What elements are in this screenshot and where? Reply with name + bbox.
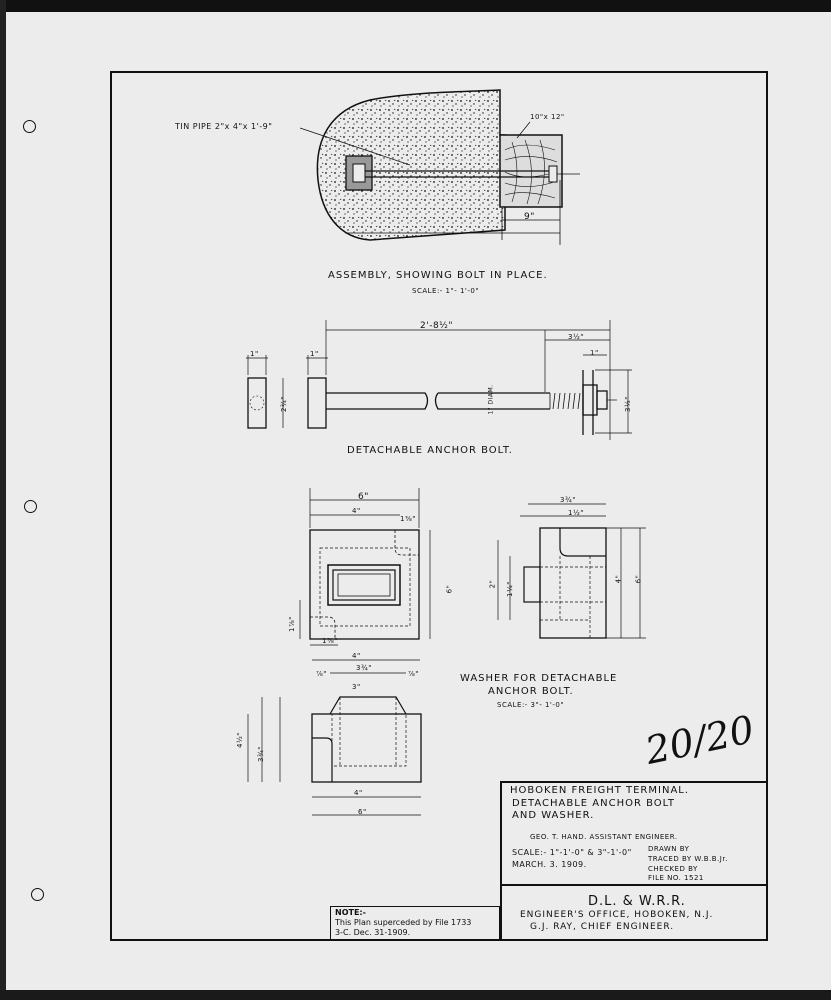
drawing-date: MARCH. 3. 1909. <box>512 860 587 869</box>
bolt-diameter: 1" DIAM. <box>487 384 495 415</box>
bolt-head-dim: 1" <box>310 350 319 358</box>
railroad-name: D.L. & W.R.R. <box>588 894 686 909</box>
washer-elev-right-dim: ⅞" <box>408 670 420 678</box>
washer-side-quarter-dim: 1¼" <box>505 581 514 597</box>
bolt-washer-dim: 1" <box>250 350 259 358</box>
washer-side-dim: 6" <box>445 584 454 594</box>
engineer-office: ENGINEER'S OFFICE, HOBOKEN, N.J. <box>520 910 714 920</box>
traced-by: TRACED BY W.B.B.Jr. <box>648 855 728 863</box>
drawn-by: DRAWN BY <box>648 845 690 853</box>
subject-line2: AND WASHER. <box>512 810 595 821</box>
note-heading: NOTE:- <box>335 908 366 917</box>
washer-width-dim: 6" <box>358 492 369 502</box>
bolt-height-dim: 2¾" <box>279 396 288 412</box>
washer-offset-dim: 1⅜" <box>400 515 416 523</box>
tin-pipe-label: TIN PIPE 2"x 4"x 1'-9" <box>175 122 273 131</box>
bolt-nut-height-dim: 3½" <box>623 396 632 412</box>
washer-side-view <box>498 504 646 638</box>
washer-lower-dim: 1⅞" <box>287 616 296 632</box>
note-line2: 3-C. Dec. 31-1909. <box>335 928 411 937</box>
bolt-title: DETACHABLE ANCHOR BOLT. <box>347 445 513 456</box>
bolt-thread-dim: 3½" <box>568 333 584 341</box>
washer-side-top-dim: 3¾" <box>560 496 576 504</box>
file-number: FILE NO. 1521 <box>648 874 704 882</box>
bolt-nut-width-dim: 1" <box>590 349 599 357</box>
washer-side-mid-dim: 2" <box>488 579 497 589</box>
washer-elev-width-dim: 6" <box>358 808 367 816</box>
assembly-title: ASSEMBLY, SHOWING BOLT IN PLACE. <box>328 270 548 281</box>
assembly-scale: SCALE:- 1"- 1'-0" <box>412 287 480 295</box>
note-line1: This Plan superceded by File 1733 <box>335 918 472 927</box>
handwritten-mark: 20/20 <box>641 707 758 773</box>
washer-inner-dim: 4" <box>352 507 361 515</box>
washer-elev-height-dim: 4½" <box>235 732 244 748</box>
subject-line1: DETACHABLE ANCHOR BOLT <box>512 798 675 809</box>
washer-plan-bottom-dim: 1⅜" <box>322 637 338 645</box>
washer-elev-left-dim: ⅞" <box>316 670 328 678</box>
washer-side-total-dim: 6" <box>634 574 643 584</box>
bolt-length-dim: 2'-8½" <box>420 321 454 331</box>
washer-side-height-dim: 4" <box>614 574 623 584</box>
timber-size-label: 10"x 12" <box>530 113 565 121</box>
washer-elev-height2-dim: 3¾" <box>256 746 265 762</box>
washer-title-line2: ANCHOR BOLT. <box>488 686 574 697</box>
washer-side-seg-dim: 1½" <box>568 509 584 517</box>
washer-elevation-view <box>248 660 421 815</box>
assistant-engineer: GEO. T. HAND. ASSISTANT ENGINEER. <box>530 833 678 841</box>
washer-title-line1: WASHER FOR DETACHABLE <box>460 673 618 684</box>
washer-elev-bottom-dim: 4" <box>354 789 363 797</box>
title-scale: SCALE:- 1"-1'-0" & 3"-1'-0" <box>512 848 632 857</box>
title-block-divider <box>500 884 768 886</box>
washer-elev-hole-dim: 3" <box>352 683 361 691</box>
washer-scale: SCALE:- 3"- 1'-0" <box>497 701 565 709</box>
project-name: HOBOKEN FREIGHT TERMINAL. <box>510 785 690 796</box>
washer-plan-view <box>300 488 430 645</box>
washer-elev-inner-dim: 3¾" <box>356 664 372 672</box>
dim-9-label: 9" <box>524 212 535 222</box>
checked-by: CHECKED BY <box>648 865 698 873</box>
chief-engineer: G.J. RAY, CHIEF ENGINEER. <box>530 922 675 932</box>
washer-elev-top-dim: 4" <box>352 652 361 660</box>
